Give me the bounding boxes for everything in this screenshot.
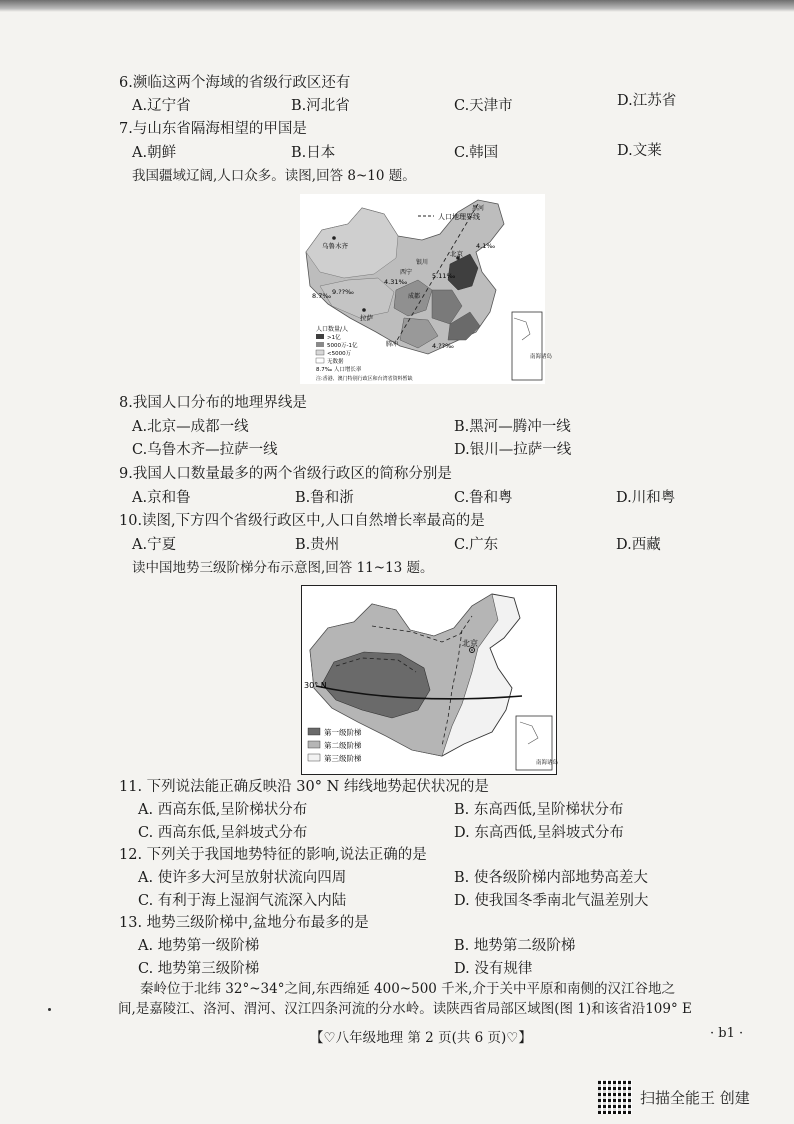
map1-city-heihe: 黑河 (472, 205, 485, 212)
q7-option-a: A.朝鲜 (132, 145, 177, 161)
q7-option-b: B.日本 (291, 145, 336, 161)
q7-option-c: C.韩国 (454, 145, 499, 161)
q10-option-a: A.宁夏 (132, 537, 177, 553)
q9-stem: 9.我国人口数量最多的两个省级行政区的简称分别是 (119, 466, 452, 482)
q11-option-b: B. 东高西低,呈阶梯状分布 (454, 802, 624, 818)
map1-rate-xinjiang: 8.7‰ (312, 292, 332, 300)
map2-legend-step-1: 第一级阶梯 (324, 728, 362, 737)
q9-option-d: D.川和粤 (616, 490, 676, 506)
map1-note: 注:香港、澳门特别行政区和台湾省资料暂缺 (316, 376, 413, 382)
terrain-steps-map (301, 585, 557, 775)
map1-legend-line: 人口地理界线 (438, 213, 480, 221)
map1-city-lhasa: 拉萨 (360, 314, 373, 322)
map1-city-chengdu: 成都 (408, 293, 421, 300)
map1-rate-south: 4.??‰ (432, 342, 454, 350)
q13-stem: 13. 地势三级阶梯中,盆地分布最多的是 (119, 915, 369, 931)
map1-rate-north: 5.11‰ (432, 272, 456, 280)
intro-terrain: 读中国地势三级阶梯分布示意图,回答 11~13 题。 (132, 560, 434, 576)
q12-stem: 12. 下列关于我国地势特征的影响,说法正确的是 (119, 847, 427, 863)
q13-option-b: B. 地势第二级阶梯 (454, 938, 576, 954)
map2-inset-label: 南海诸岛 (536, 760, 559, 766)
passage-line-2: 间,是嘉陵江、洛河、渭河、汉江四条河流的分水岭。读陕西省局部区域图(图 1)和该省沿109° E (118, 1001, 692, 1017)
q11-option-d: D. 东高西低,呈斜坡式分布 (454, 825, 624, 841)
q7-option-d: D.文莱 (617, 143, 662, 159)
page-code: · b1 · (710, 1026, 744, 1041)
q13-option-d: D. 没有规律 (454, 961, 533, 977)
q11-option-c: C. 西高东低,呈斜坡式分布 (138, 825, 308, 841)
q12-option-d: D. 使我国冬季南北气温差别大 (454, 893, 649, 909)
map1-inset-label: 南海诸岛 (530, 354, 553, 360)
q12-option-b: B. 使各级阶梯内部地势高差大 (454, 870, 648, 886)
map1-legend-item-1: >1亿 (327, 335, 341, 341)
map1-legend-item-3: <5000万 (327, 351, 352, 357)
q8-option-d: D.银川—拉萨一线 (454, 442, 572, 458)
q11-option-a: A. 西高东低,呈阶梯状分布 (138, 802, 308, 818)
map2-lat-label: 30° N (304, 681, 327, 690)
q10-stem: 10.读图,下方四个省级行政区中,人口自然增长率最高的是 (119, 513, 485, 529)
passage-line-1: 秦岭位于北纬 32°~34°之间,东西绵延 400~500 千米,介于关中平原和南侧的汉江谷地之 (140, 981, 675, 997)
qr-code-icon (598, 1080, 632, 1114)
scan-top-edge (0, 0, 794, 12)
q8-option-c: C.乌鲁木齐—拉萨一线 (132, 442, 278, 458)
q9-option-a: A.京和鲁 (132, 490, 191, 506)
map1-city-beijing: 北京 (450, 250, 463, 258)
map1-legend-title: 人口数量/人 (316, 326, 349, 333)
terrain-map-svg (302, 586, 559, 774)
scanner-label: 扫描全能王 创建 (640, 1088, 750, 1107)
map2-legend-step-3: 第三级阶梯 (324, 754, 362, 763)
population-map (300, 194, 553, 384)
map1-legend-item-2: 5000万-1亿 (327, 343, 358, 349)
q10-option-c: C.广东 (454, 537, 499, 553)
q6-option-a: A.辽宁省 (132, 98, 191, 114)
q6-option-c: C.天津市 (454, 98, 513, 114)
population-map-svg (300, 194, 553, 384)
q8-option-a: A.北京—成都一线 (132, 419, 249, 435)
q7-stem: 7.与山东省隔海相望的甲国是 (119, 121, 307, 137)
q8-option-b: B.黑河—腾冲一线 (454, 419, 571, 435)
q6-option-b: B.河北省 (291, 98, 350, 114)
map1-city-tengchong: 腾冲 (386, 341, 399, 348)
map1-rate-center: 4.31‰ (384, 278, 408, 286)
q12-option-c: C. 有利于海上湿润气流深入内陆 (138, 893, 347, 909)
q10-option-b: B.贵州 (295, 537, 340, 553)
page-footer: 【♡八年级地理 第 2 页(共 6 页)♡】 (310, 1030, 532, 1046)
map1-legend-rate: 8.7‰ 人口增长率 (316, 367, 362, 373)
map1-city-xining: 西宁 (400, 269, 413, 276)
intro-population: 我国疆域辽阔,人口众多。读图,回答 8~10 题。 (132, 168, 416, 184)
map1-city-yinchuan: 银川 (416, 259, 429, 266)
q10-option-d: D.西藏 (616, 537, 661, 553)
map1-legend-item-4: 无数据 (327, 359, 344, 365)
q6-stem: 6.濒临这两个海域的省级行政区还有 (119, 75, 351, 91)
q8-stem: 8.我国人口分布的地理界线是 (119, 395, 307, 411)
map1-rate-tibet: 9.??‰ (332, 288, 354, 296)
map2-city-beijing: 北京 (462, 639, 478, 648)
q9-option-b: B.鲁和浙 (295, 490, 354, 506)
q9-option-c: C.鲁和粤 (454, 490, 513, 506)
scanner-watermark (598, 1080, 750, 1114)
map2-legend-step-2: 第二级阶梯 (324, 741, 362, 750)
q11-stem: 11. 下列说法能正确反映沿 30° N 纬线地势起伏状况的是 (119, 779, 489, 795)
q12-option-a: A. 使许多大河呈放射状流向四周 (138, 870, 347, 886)
map1-rate-beijing: 4.1‰ (476, 242, 496, 250)
map1-city-urumqi: 乌鲁木齐 (322, 242, 348, 250)
scan-dot (48, 1008, 51, 1011)
q13-option-a: A. 地势第一级阶梯 (138, 938, 260, 954)
q6-option-d: D.江苏省 (617, 93, 677, 109)
q13-option-c: C. 地势第三级阶梯 (138, 961, 260, 977)
